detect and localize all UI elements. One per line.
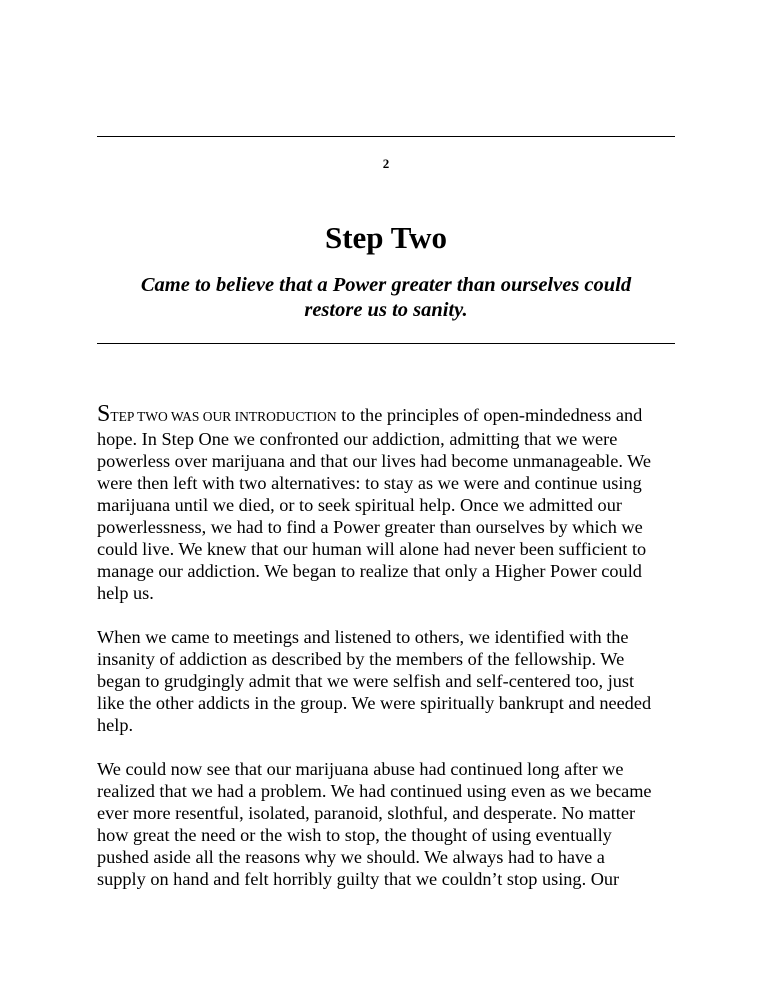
paragraph: [97, 758, 677, 890]
text-line: help.: [97, 715, 134, 735]
body-text: [97, 403, 677, 912]
paragraph: [97, 626, 677, 736]
text-line: marijuana until we died, or to seek spiritual help. Once we admitted our: [97, 495, 622, 515]
text-line: pushed aside all the reasons why we should. We always had to have a: [97, 847, 605, 867]
text-line: help us.: [97, 583, 154, 603]
text-line: like the other addicts in the group. We were spiritually bankrupt and needed: [97, 693, 652, 713]
text-line: When we came to meetings and listened to others, we identified with the: [97, 627, 629, 647]
text-line: manage our addiction. We began to realize that only a Higher Power could: [97, 561, 642, 581]
initial-capital: S: [97, 401, 111, 427]
text-line: We could now see that our marijuana abuse had continued long after we: [97, 759, 624, 779]
step-statement: [97, 273, 675, 323]
text-line: hope. In Step One we confronted our addiction, admitting that we were: [97, 429, 618, 449]
text-line: could live. We knew that our human will alone had never been sufficient to: [97, 539, 647, 559]
paragraph: [97, 403, 677, 604]
opening-line-rest: to the principles of open-mindedness and: [336, 405, 643, 425]
text-line: powerless over marijuana and that our lives had become unmanageable. We: [97, 451, 652, 471]
text-line: supply on hand and felt horribly guilty that we couldn’t stop using. Our: [97, 869, 620, 889]
bottom-rule: [97, 343, 675, 344]
text-line: began to grudgingly admit that we were selfish and self-centered too, just: [97, 671, 635, 691]
page-number: 2: [382, 156, 390, 171]
opening-line: [97, 403, 677, 428]
text-line: how great the need or the wish to stop, the thought of using eventually: [97, 825, 612, 845]
text-line: insanity of addiction as described by the members of the fellowship. We: [97, 649, 625, 669]
small-caps-lead: TEP TWO WAS OUR INTRODUCTION: [110, 409, 337, 424]
chapter-title: Step Two: [324, 220, 448, 255]
top-rule: [97, 136, 675, 137]
text-line: realized that we had a problem. We had continued using even as we became: [97, 781, 652, 801]
step-statement-line: restore us to sanity.: [304, 299, 468, 321]
text-line: ever more resentful, isolated, paranoid, slothful, and desperate. No matter: [97, 803, 636, 823]
text-line: were then left with two alternatives: to stay as we were and continue using: [97, 473, 642, 493]
step-statement-line: Came to believe that a Power greater than ourselves could: [140, 274, 632, 296]
text-line: powerlessness, we had to find a Power greater than ourselves by which we: [97, 517, 643, 537]
